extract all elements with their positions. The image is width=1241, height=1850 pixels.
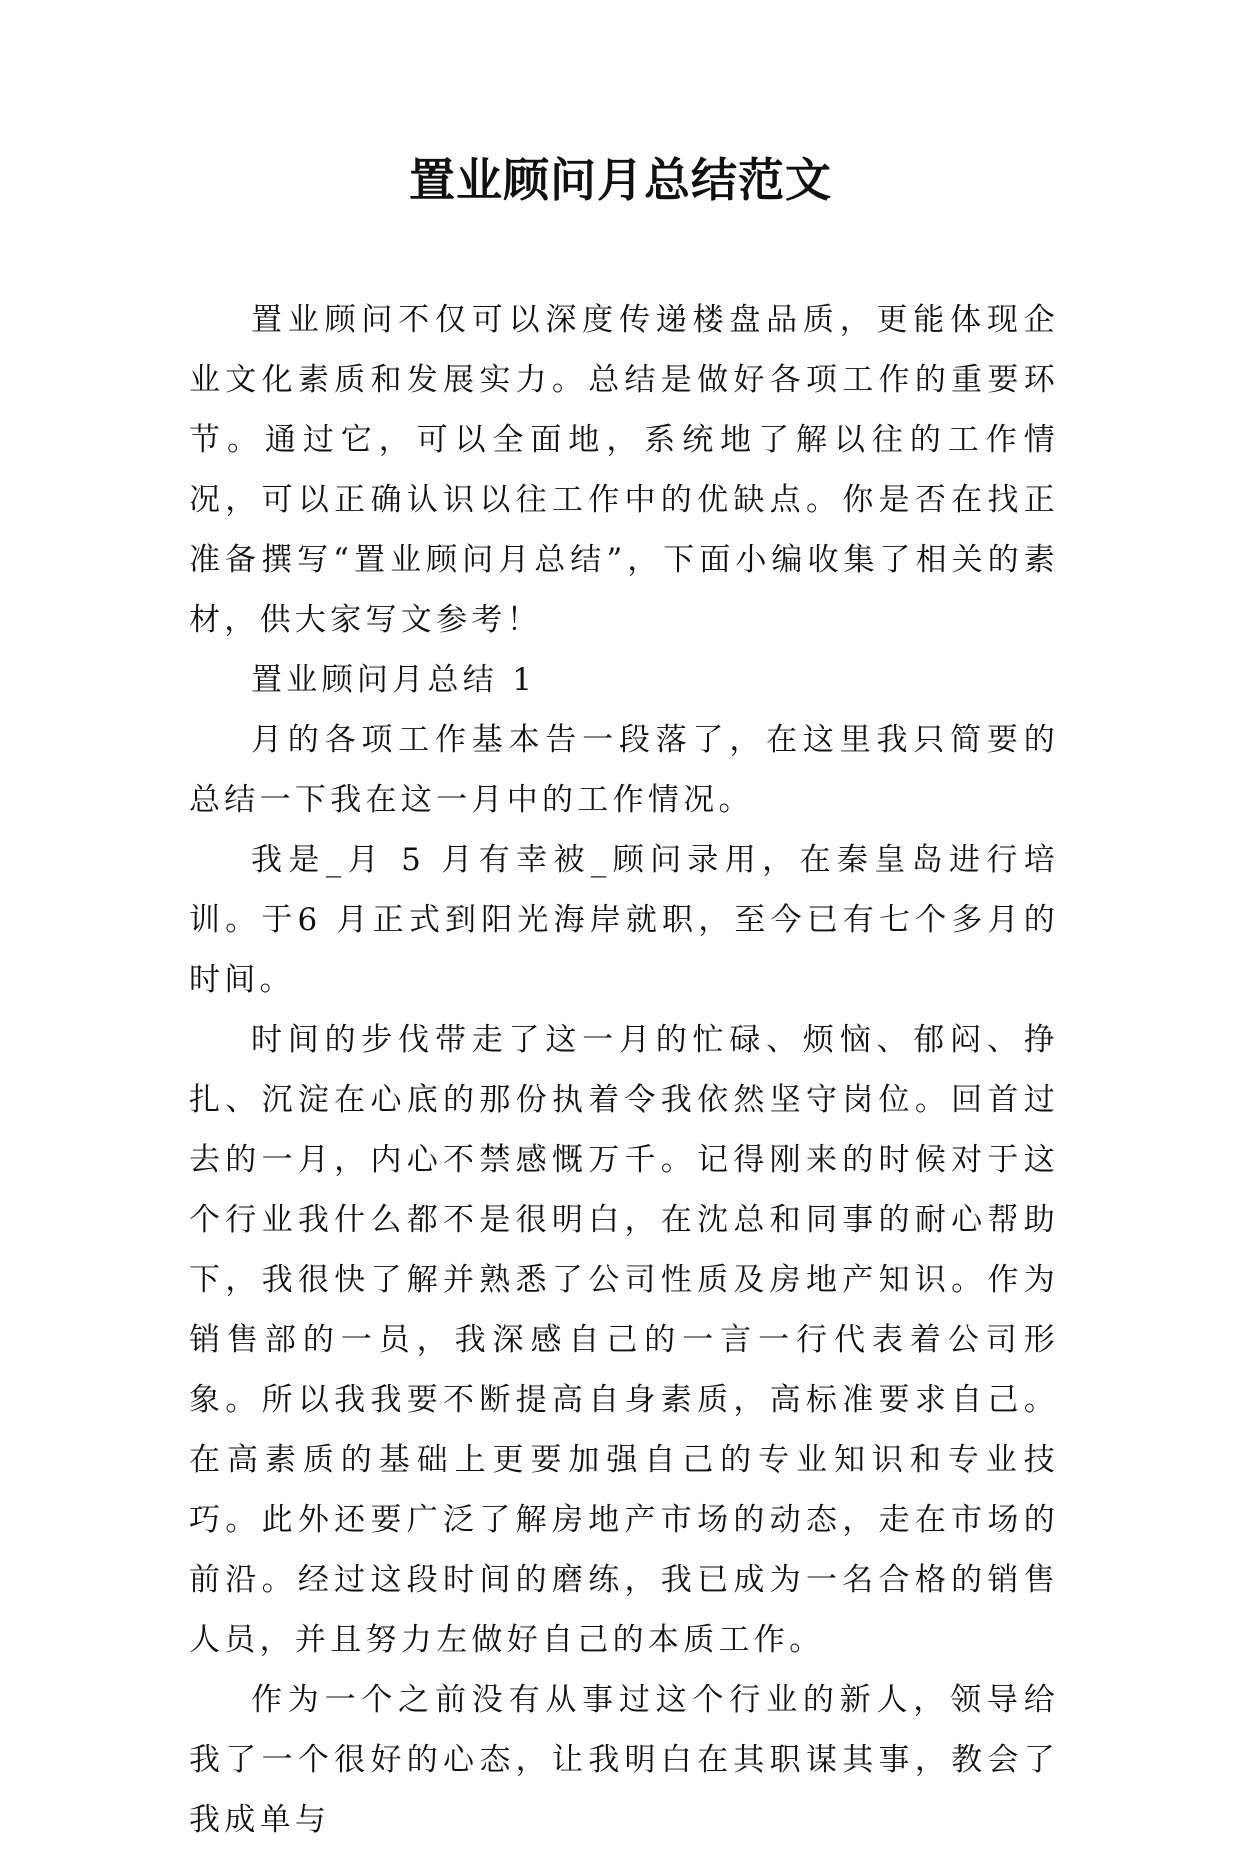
section-heading: 置业顾问月总结 1: [251, 662, 537, 698]
paragraph: 作为一个之前没有从事过这个行业的新人，领导给我了一个很好的心态，让我明白在其职谋其事，教会了我成单与: [189, 1682, 1059, 1838]
paragraph: 我是_月 5 月有幸被_顾问录用，在秦皇岛进行培训。于6 月正式到阳光海岸就职，至今已有七个多月的时间。: [189, 842, 1059, 998]
paragraph: 时间的步伐带走了这一月的忙碌、烦恼、郁闷、挣扎、沉淀在心底的那份执着令我依然坚守岗位。回首过去的一月，内心不禁感慨万千。记得刚来的时候对于这个行业我什么都不是很明白，在沈总和同事的耐心帮助下，我很快了解并熟悉了公司性质及房地产知识。作为销售部的一员，我深感自己的一言一行代表着公司形象。所以我我要不断提高自身素质，高标准要求自己。在高素质的基础上更要加强自己的专业知识和专业技巧。此外还要广泛了解房地产市场的动态，走在市场的前沿。经过这段时间的磨练，我已成为一名合格的销售人员，并且努力左做好自己的本质工作。: [189, 1022, 1059, 1658]
document-title: 置业顾问月总结范文: [409, 153, 832, 207]
paragraph: 月的各项工作基本告一段落了，在这里我只简要的总结一下我在这一月中的工作情况。: [189, 722, 1059, 818]
paragraph-intro: 置业顾问不仅可以深度传递楼盘品质，更能体现企业文化素质和发展实力。总结是做好各项工作的重要环节。通过它，可以全面地，系统地了解以往的工作情况，可以正确认识以往工作中的优缺点。你是否在找正准备撰写“置业顾问月总结”，下面小编收集了相关的素材，供大家写文参考！: [189, 302, 1059, 638]
document-body: [189, 290, 1059, 1850]
